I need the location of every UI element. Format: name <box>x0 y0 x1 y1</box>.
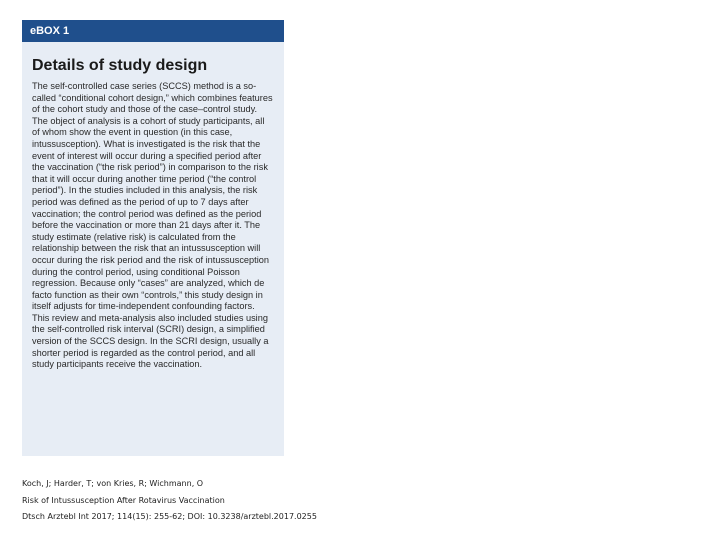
ebox-header: eBOX 1 <box>22 20 284 42</box>
citation-title: Risk of Intussusception After Rotavirus Vaccination <box>22 495 225 505</box>
ebox-panel <box>22 20 284 456</box>
ebox-body-text: The self-controlled case series (SCCS) method is a so-called “conditional cohort design,” which combines features of the cohort study and those of the case–control study. The object of analysis is a cohort of study participants, all of whom show the event in question (in this case, intussusception). What is investigated is the risk that the event of interest will occur during a specified period after the vaccination (“the risk period”) in comparison to the risk that it will occur during another time period (“the control period”). In the studies included in this analysis, the risk period was defined as the period of up to 7 days after vaccination; the control period was defined as the period before the vaccination or more than 21 days after it. The study estimate (relative risk) is calculated from the relationship between the risk that an intussusception will occur during the risk period and the risk of intussusception during the control period, using conditional Poisson regression. Because only “cases” are analyzed, which de facto function as their own “controls,” this study design in itself adjusts for time-independent confounding factors. This review and meta-analysis also included studies using the self-controlled risk interval (SCRI) design, a simplified version of the SCCS design. In the SCRI design, usually a shorter period is regarded as the control period, and all study participants receive the vaccination. <box>32 81 273 370</box>
citation-source: Dtsch Arztebl Int 2017; 114(15): 255-62; DOI: 10.3238/arztebl.2017.0255 <box>22 512 317 521</box>
citation-authors: Koch, J; Harder, T; von Kries, R; Wichmann, O <box>22 479 204 488</box>
ebox-title: Details of study design <box>32 57 208 74</box>
citation-block <box>22 476 642 526</box>
